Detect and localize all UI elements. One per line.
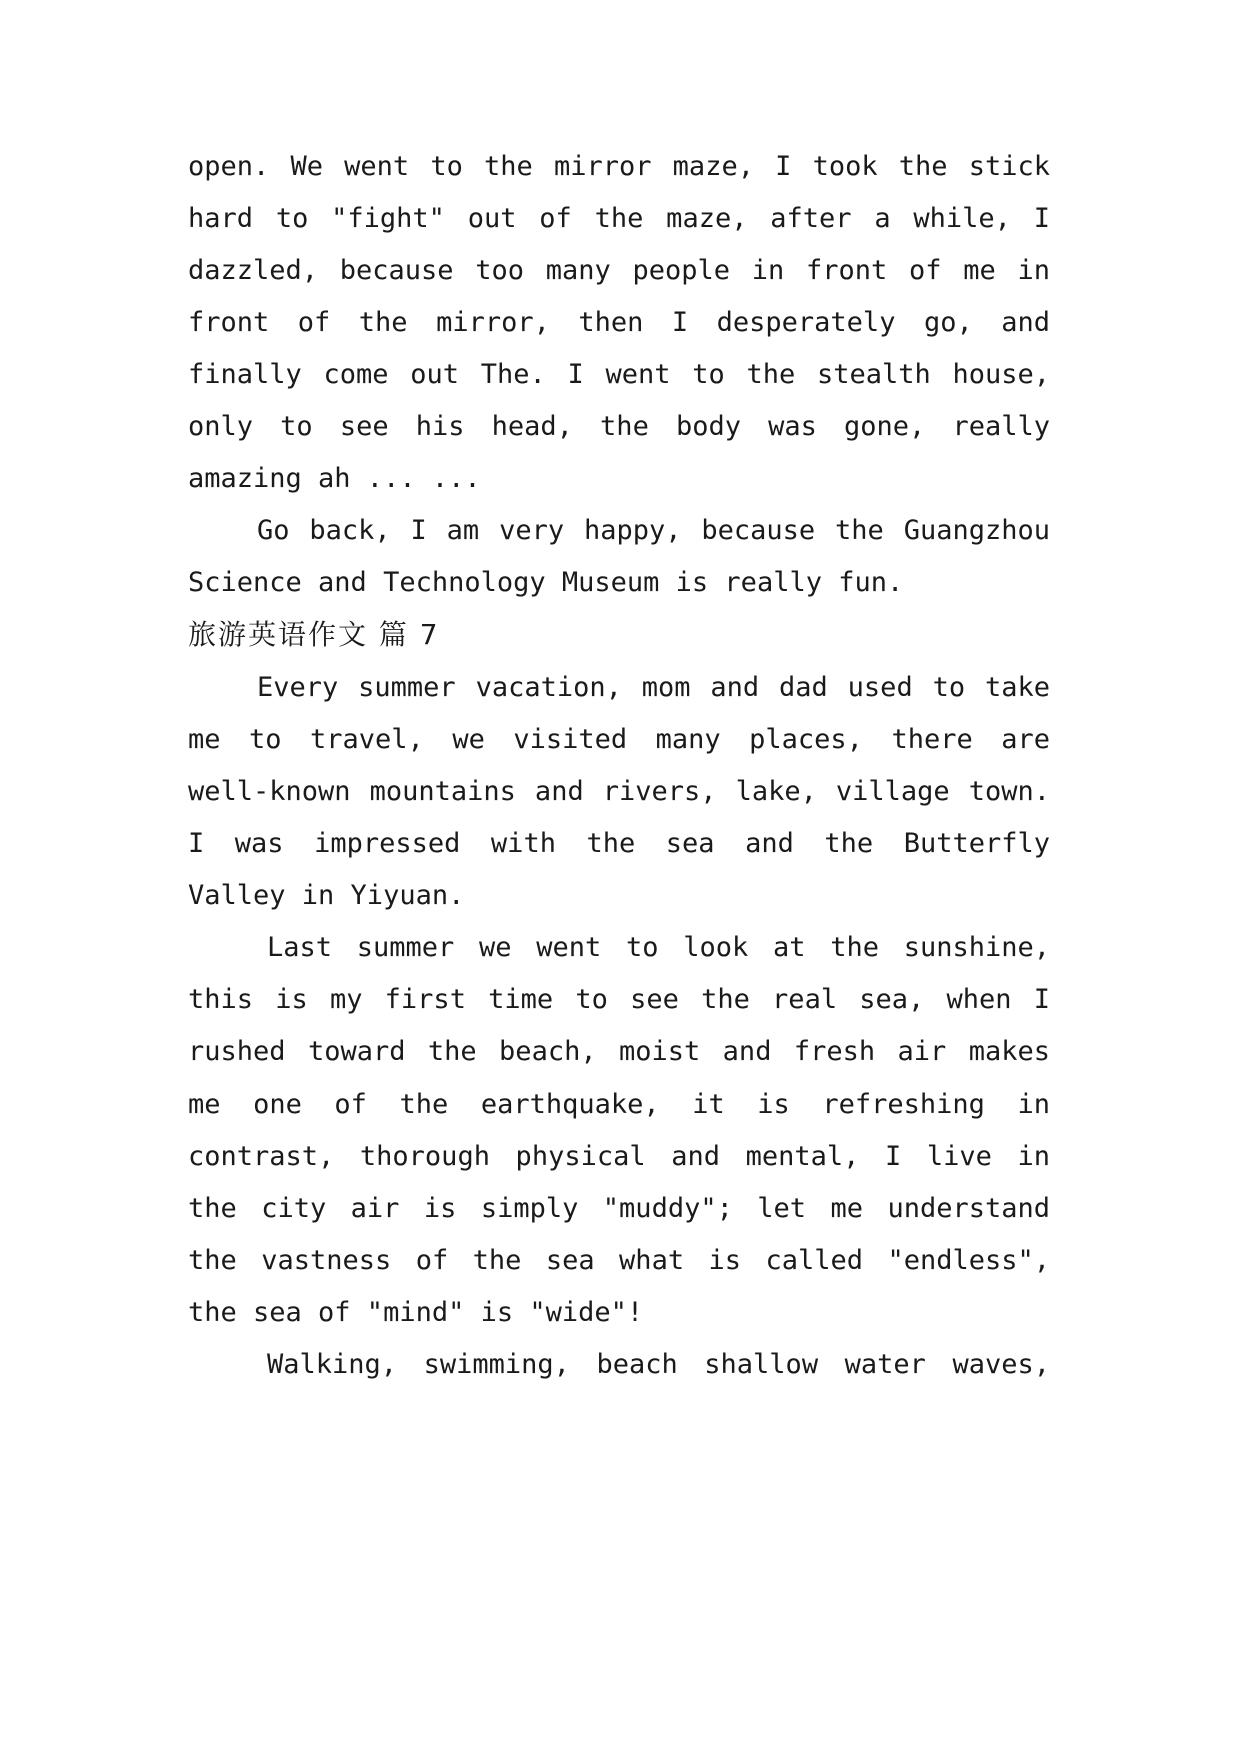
- text-line: me one of the earthquake, it is refreshing in: [188, 1089, 1050, 1120]
- text-line: Every summer vacation, mom and dad used to take: [257, 672, 1050, 703]
- text-line: only to see his head, the body was gone, really: [188, 411, 1050, 442]
- text-line: Go back, I am very happy, because the Guangzhou: [257, 515, 1050, 546]
- text-line: hard to "fight" out of the maze, after a while, I: [188, 203, 1050, 234]
- section-heading: 旅游英语作文 篇 7: [188, 618, 440, 651]
- text-line: front of the mirror, then I desperately go, and: [188, 307, 1050, 338]
- text-line: open. We went to the mirror maze, I took the stick: [188, 151, 1050, 182]
- text-line: contrast, thorough physical and mental, I live in: [188, 1141, 1050, 1172]
- text-line: well-known mountains and rivers, lake, village town.: [188, 776, 1050, 807]
- text-line: Walking, swimming, beach shallow water waves,: [267, 1349, 1050, 1380]
- text-line: finally come out The. I went to the stealth house,: [188, 359, 1050, 390]
- text-line: dazzled, because too many people in front of me in: [188, 255, 1050, 286]
- text-line: I was impressed with the sea and the Butterfly: [188, 828, 1050, 859]
- text-line: amazing ah ... ...: [188, 463, 481, 494]
- text-line: Last summer we went to look at the sunshine,: [267, 932, 1050, 963]
- text-line: Valley in Yiyuan.: [188, 880, 465, 911]
- text-line: rushed toward the beach, moist and fresh air makes: [188, 1036, 1050, 1067]
- text-line: Science and Technology Museum is really fun.: [188, 567, 904, 598]
- text-line: the city air is simply "muddy"; let me understand: [188, 1193, 1050, 1224]
- text-line: this is my first time to see the real sea, when I: [188, 984, 1050, 1015]
- text-line: the vastness of the sea what is called "endless",: [188, 1245, 1050, 1276]
- text-line: the sea of "mind" is "wide"!: [188, 1297, 644, 1328]
- text-line: me to travel, we visited many places, there are: [188, 724, 1050, 755]
